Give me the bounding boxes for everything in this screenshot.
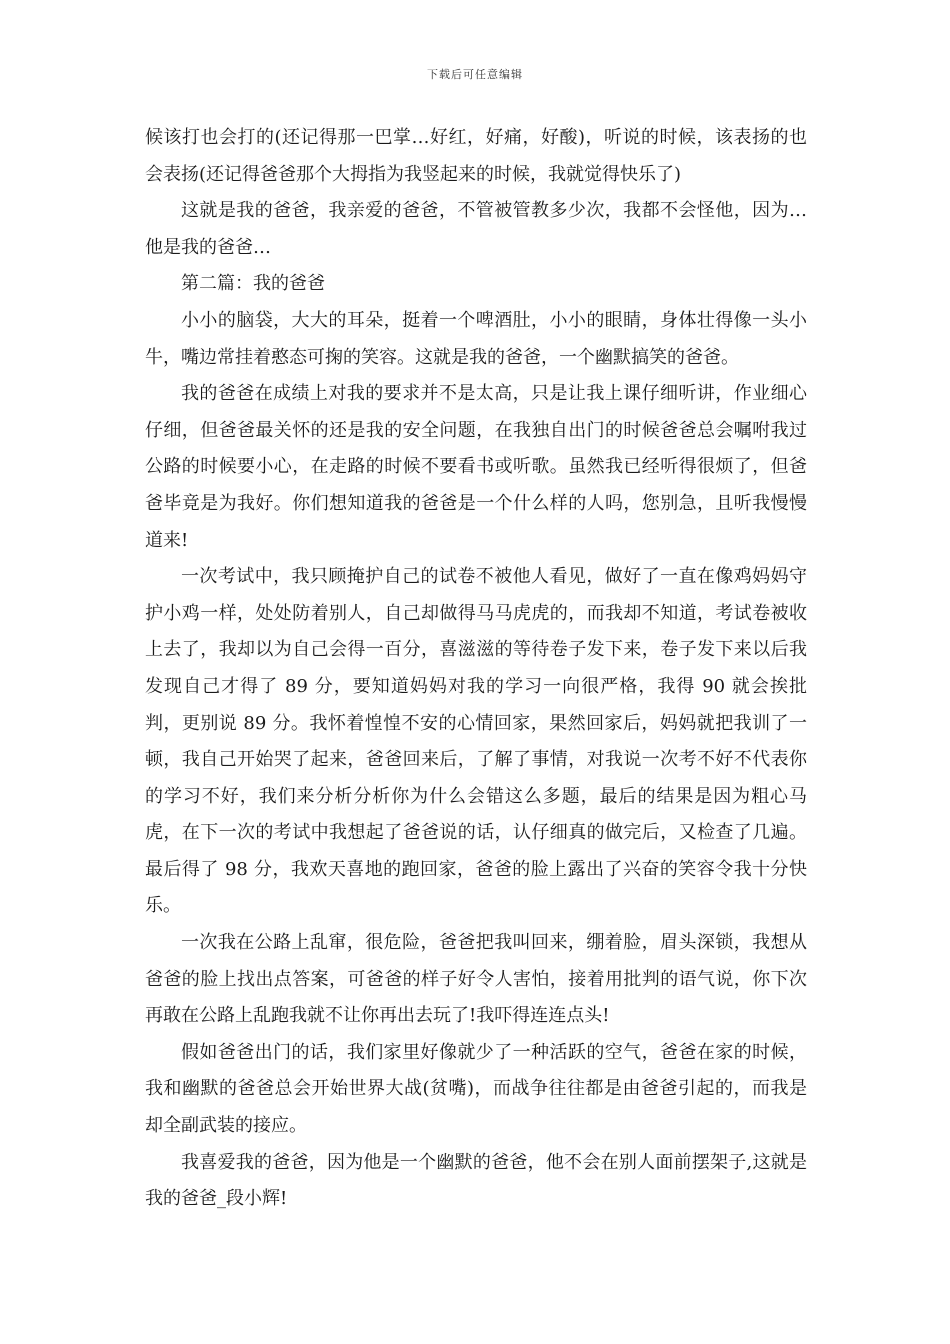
paragraph: 我的爸爸在成绩上对我的要求并不是太高，只是让我上课仔细听讲，作业细心仔细，但爸爸最关怀的还是我的安全问题，在我独自出门的时候爸爸总会嘱咐我过公路的时候要小心，在走路的时候不要看书或听歌。虽然我已经听得很烦了，但爸爸毕竟是为我好。你们想知道我的爸爸是一个什么样的人吗，您别急，且听我慢慢道来! — [145, 383, 807, 551]
paragraph: 小小的脑袋，大大的耳朵，挺着一个啤酒肚，小小的眼睛，身体壮得像一头小牛，嘴边常挂着憨态可掬的笑容。这就是我的爸爸，一个幽默搞笑的爸爸。 — [145, 309, 807, 368]
page-header: 下载后可任意编辑 — [427, 68, 523, 81]
paragraph-continuation: 候该打也会打的(还记得那一巴掌…好红，好痛，好酸)，听说的时候，该表扬的也会表扬(还记得爸爸那个大拇指为我竖起来的时候，我就觉得快乐了) — [145, 127, 807, 185]
document-body — [145, 120, 807, 1218]
paragraph: 这就是我的爸爸，我亲爱的爸爸，不管被管教多少次，我都不会怪他，因为…他是我的爸爸… — [145, 200, 807, 258]
paragraph: 我喜爱我的爸爸，因为他是一个幽默的爸爸，他不会在别人面前摆架子,这就是我的爸爸_段小辉! — [145, 1151, 807, 1210]
paragraph: 一次考试中，我只顾掩护自己的试卷不被他人看见，做好了一直在像鸡妈妈守护小鸡一样，处处防着别人，自己却做得马马虎虎的，而我却不知道，考试卷被收上去了，我却以为自己会得一百分，喜滋滋的等待卷子发下来，卷子发下来以后我发现自己才得了 89 分，要知道妈妈对我的学习一向很严格，我得 90 就会挨批判，更别说 89 分。我怀着惶惶不安的心情回家，果然回家后，妈妈就把我训了一顿，我自己开始哭了起来，爸爸回来后，了解了事情，对我说一次考不好不代表你的学习不好，我们来分析分析你为什么会错这么多题，最后的结果是因为粗心马虎，在下一次的考试中我想起了爸爸说的话，认仔细真的做完后，又检查了几遍。最后得了 98 分，我欢天喜地的跑回家，爸爸的脸上露出了兴奋的笑容令我十分快乐。 — [145, 566, 807, 917]
paragraph: 假如爸爸出门的话，我们家里好像就少了一种活跃的空气，爸爸在家的时候，我和幽默的爸爸总会开始世界大战(贫嘴)，而战争往往都是由爸爸引起的，而我是却全副武装的接应。 — [145, 1041, 807, 1137]
paragraph: 一次我在公路上乱窜，很危险，爸爸把我叫回来，绷着脸，眉头深锁，我想从爸爸的脸上找出点答案，可爸爸的样子好令人害怕，接着用批判的语气说，你下次再敢在公路上乱跑我就不让你再出去玩了!我吓得连连点头! — [145, 932, 807, 1027]
section-heading: 第二篇：我的爸爸 — [181, 273, 325, 295]
